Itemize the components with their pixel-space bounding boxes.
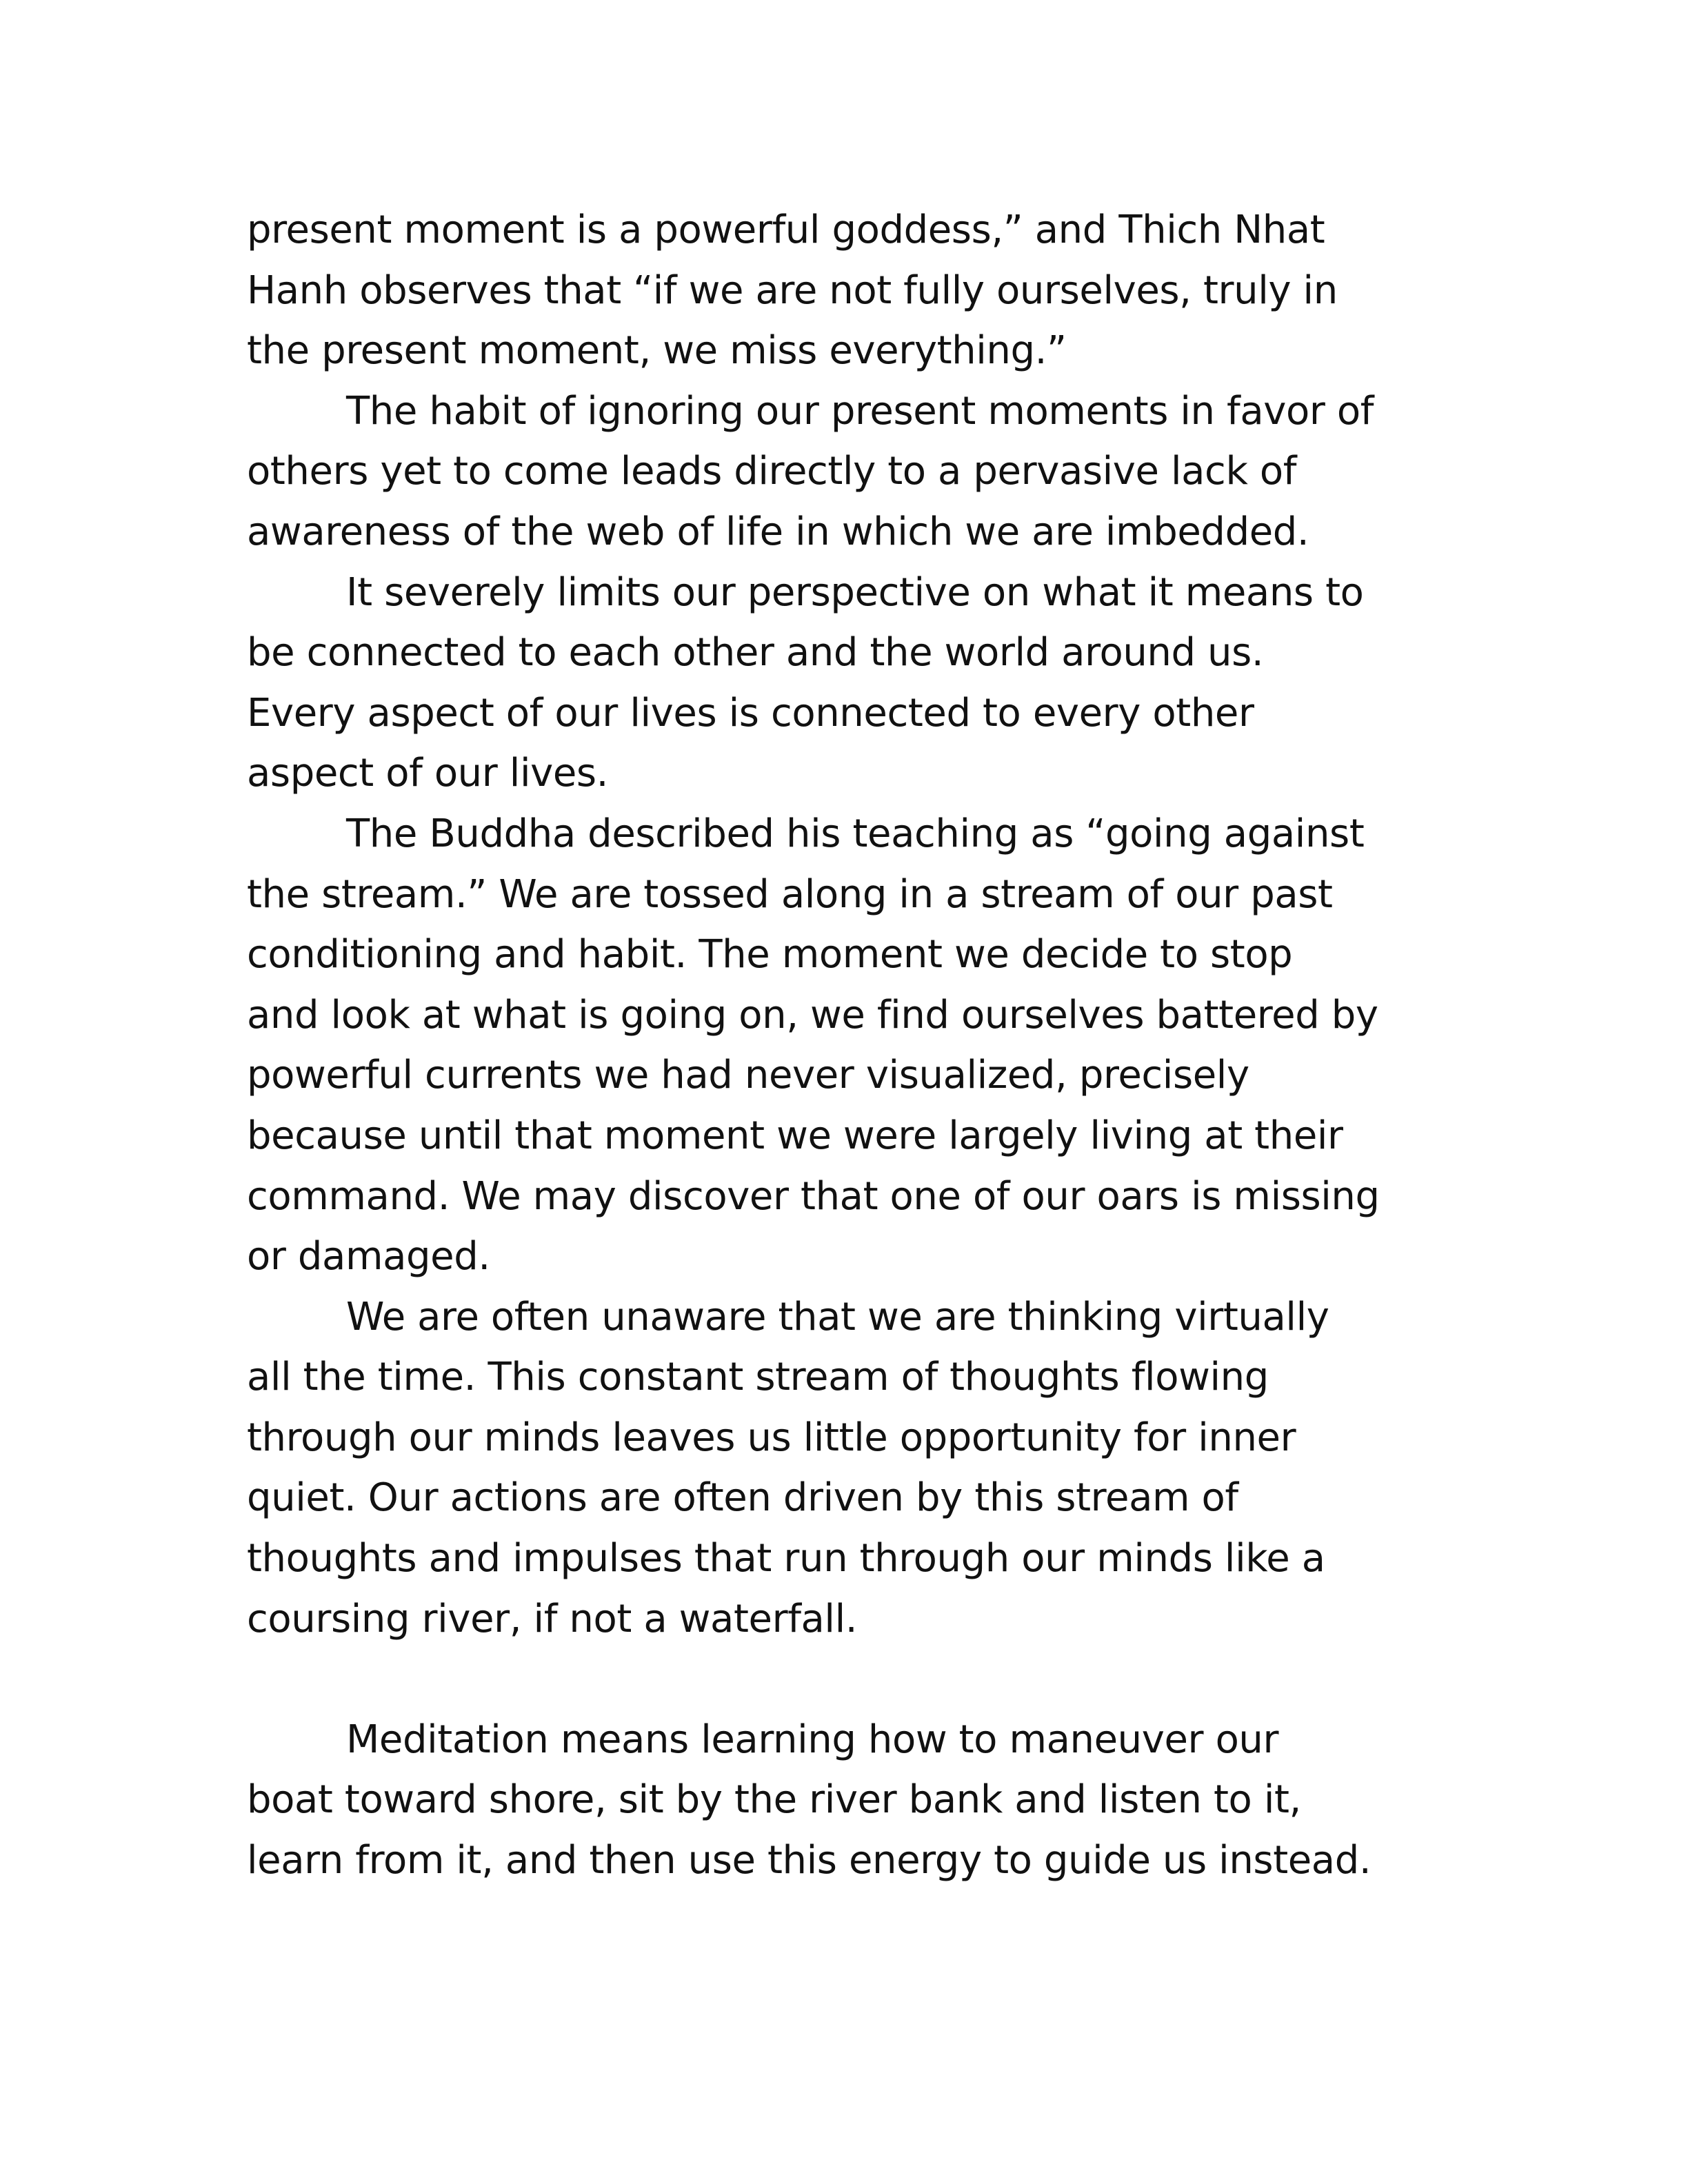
paragraph-gap	[247, 1649, 1460, 1710]
text-line: present moment is a powerful goddess,” and Thich Nhat	[247, 208, 1325, 252]
paragraph-start-line: We are often unaware that we are thinking virtually	[346, 1294, 1329, 1339]
paragraph-start-line: Meditation means learning how to maneuver our	[346, 1717, 1279, 1762]
text-line: Every aspect of our lives is connected to every other	[247, 690, 1254, 736]
paragraph-start-line: The Buddha described his teaching as “going against	[346, 811, 1365, 856]
text-line: boat toward shore, sit by the river bank and listen to it,	[247, 1777, 1301, 1823]
text-line: command. We may discover that one of our oars is missing	[247, 1173, 1380, 1219]
text-line: aspect of our lives.	[247, 751, 609, 796]
text-line: Hanh observes that “if we are not fully ourselves, truly in	[247, 267, 1338, 313]
text-line: because until that moment we were largely living at their	[247, 1113, 1343, 1158]
text-line: coursing river, if not a waterfall.	[247, 1596, 858, 1641]
text-line: the present moment, we miss everything.”	[247, 328, 1067, 374]
text-line: through our minds leaves us little opportunity for inner	[247, 1415, 1296, 1460]
text-line: conditioning and habit. The moment we decide to stop	[247, 932, 1293, 978]
text-line: quiet. Our actions are often driven by this stream of	[247, 1475, 1238, 1521]
text-line: or damaged.	[247, 1234, 490, 1280]
text-line: and look at what is going on, we find ourselves battered by	[247, 992, 1378, 1038]
paragraph-start-line: It severely limits our perspective on what it means to	[346, 569, 1364, 615]
text-line: thoughts and impulses that run through our minds like a	[247, 1536, 1325, 1581]
text-line: awareness of the web of life in which we are imbedded.	[247, 509, 1309, 554]
text-line: powerful currents we had never visualized, precisely	[247, 1053, 1249, 1098]
text-line: others yet to come leads directly to a pervasive lack of	[247, 449, 1297, 494]
text-line: the stream.” We are tossed along in a stream of our past	[247, 871, 1333, 917]
text-line: learn from it, and then use this energy to guide us instead.	[247, 1838, 1372, 1883]
text-line: all the time. This constant stream of thoughts flowing	[247, 1355, 1269, 1400]
paragraph-start-line: The habit of ignoring our present moments in favor of	[346, 388, 1374, 434]
text-line: be connected to each other and the world around us.	[247, 630, 1264, 676]
body-text	[247, 200, 1460, 1891]
